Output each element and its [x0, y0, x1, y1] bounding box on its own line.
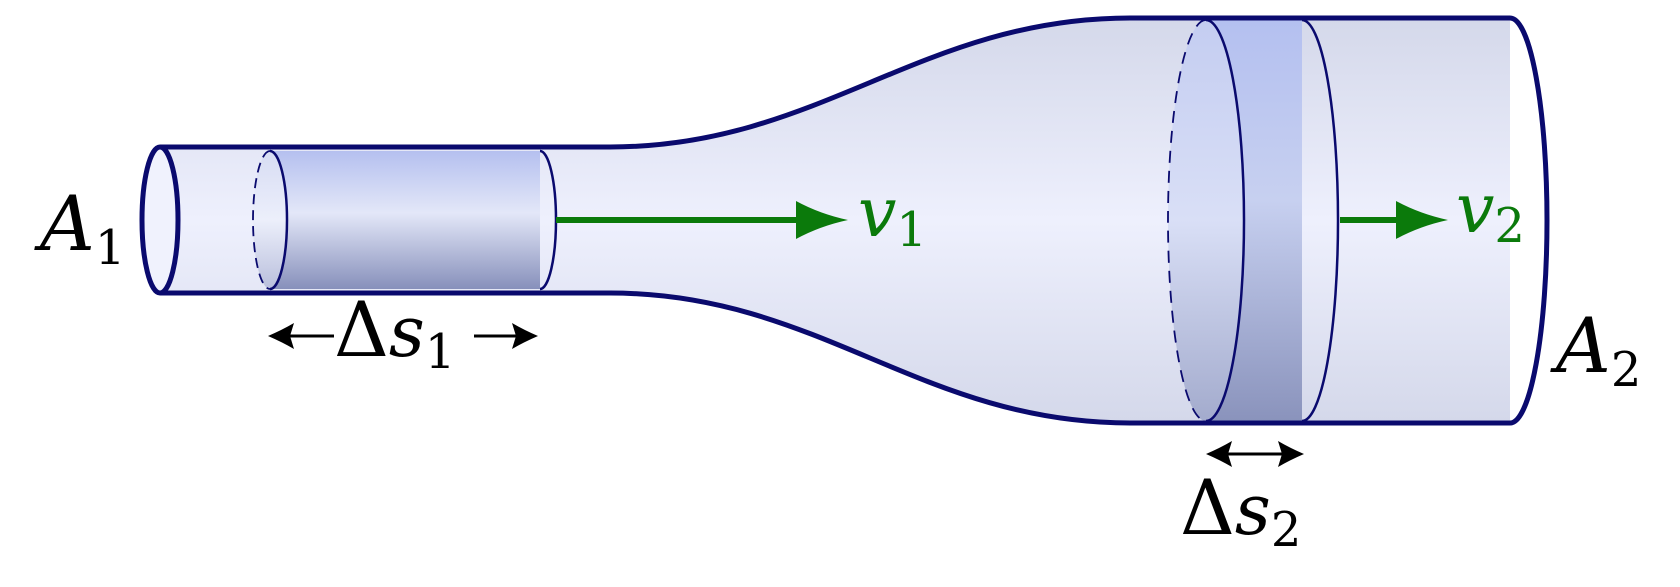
inlet-opening	[142, 147, 178, 293]
displacement-outlet-label: Δs2	[1180, 463, 1302, 558]
area-outlet-label: A2	[1556, 301, 1642, 398]
displacement-inlet-label: Δs1	[334, 285, 456, 380]
fluid-volume-inlet	[253, 151, 556, 289]
area-inlet-label: A1	[40, 179, 126, 276]
velocity-inlet-label: v1	[858, 174, 927, 258]
velocity-outlet-label: v2	[1456, 170, 1525, 254]
